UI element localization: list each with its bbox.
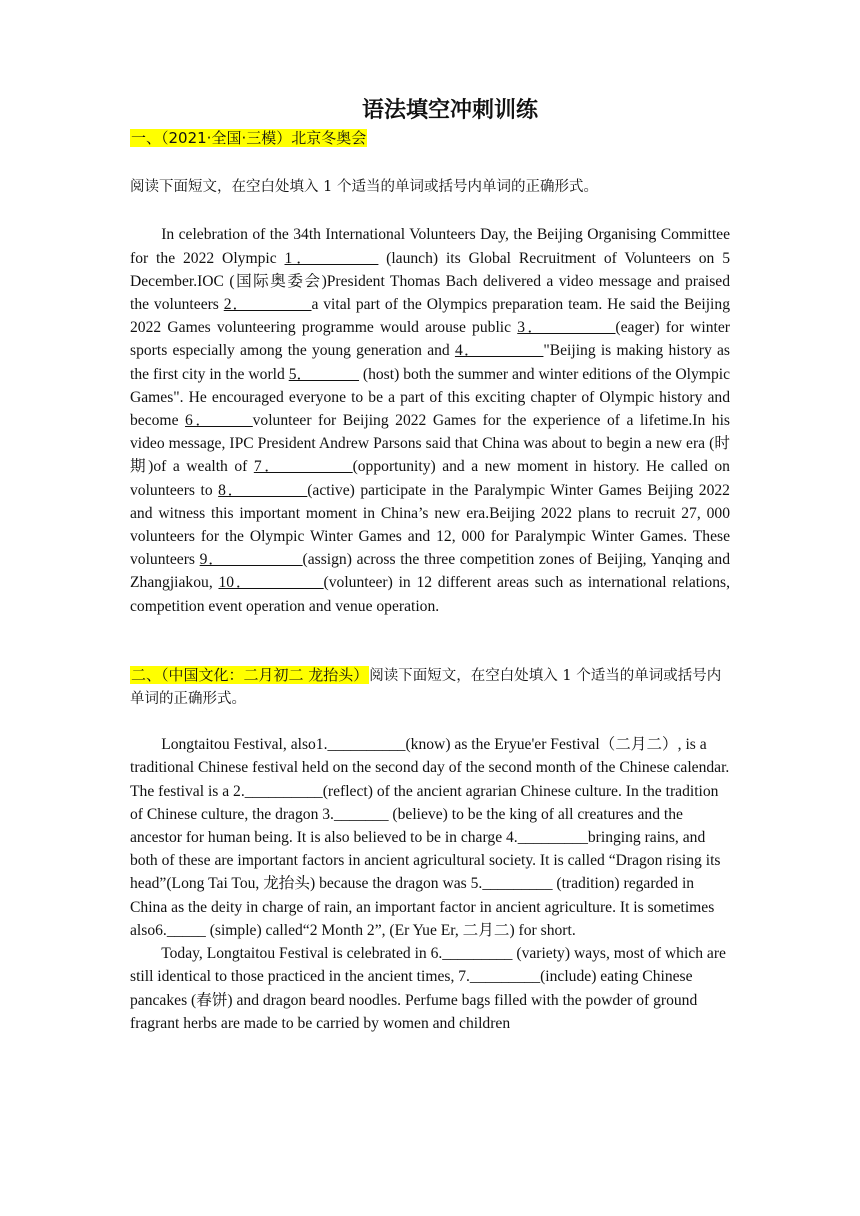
page-title: 语法填空冲刺训练	[361, 98, 538, 123]
answer-blank: 1．________	[284, 249, 379, 267]
section2-passage-1: Longtaitou Festival, also1.__________(know) as the Eryue'er Festival（二月二）, is a traditional Chinese festival held on the second day of the second month of the Chinese calendar. The festival is a 2.__________(reflect) of the ancient agrarian Chinese culture. In the tradition of Chinese culture, the dragon 3._______ (believe) to be the king of all creatures and the ancestor for human being. It is also believed to be in charge 4._________bringing rains, and both of these are important factors in ancient agricultural society. It is called “Dragon rising its head”(Long Tai Tou, 龙抬头) because the dragon was 5._________ (tradition) regarded in China as the deity in charge of rain, an important factor in ancient agriculture. It is sometimes also6._____ (simple) called“2 Month 2”, (Er Yue Er, 二月二) for short.	[130, 736, 730, 939]
section2-passage-2: Today, Longtaitou Festival is celebrated in 6._________ (variety) ways, most of which are still identical to those practiced in the ancient times, 7._________(include) eating Chinese pancakes (春饼) and dragon beard noodles. Perfume bags filled with the powder of ground fragrant herbs are made to be carried by women and children	[130, 945, 726, 1032]
section1-passage	[130, 223, 730, 617]
document-page	[130, 96, 730, 1035]
answer-blank: 7．_________	[253, 458, 353, 476]
passage-text: volunteer for Beijing 2022 Games for the experience of a lifetime.In his video message, IPC President Andrew Parsons said that China was about to begin a new era (时期)of a wealth of	[130, 412, 730, 476]
section2-heading: 二、（中国文化：二月初二 龙抬头）	[131, 665, 369, 684]
passage-text: (volunteer) in 12 different areas such as international relations, competition event operation and venue operation.	[130, 574, 730, 615]
passage-text: (host) both the summer and winter editions of the Olympic Games". He encouraged everyone to be a part of this exciting chapter of Olympic history and become	[130, 365, 730, 430]
answer-blank: 6．_____	[185, 412, 253, 430]
passage-text: In celebration of the 34th International Volunteers Day, the Beijing Organising Committee for the 2022 Olympic	[130, 226, 730, 267]
passage-text: (opportunity) and a new moment in history. He called on volunteers to	[130, 458, 730, 499]
passage-text: a vital part of the Olympics preparation team. He said the Beijing 2022 Games volunteering programme would arouse public	[130, 296, 730, 337]
passage-text: (eager) for winter sports especially among the young generation and	[130, 319, 730, 360]
answer-blank: 3．_________	[517, 319, 616, 337]
answer-blank: 2．________	[223, 296, 312, 314]
answer-blank: 9．__________	[199, 551, 303, 569]
section1-instruction: 阅读下面短文，在空白处填入 1 个适当的单词或括号内单词的正确形式。	[130, 179, 598, 196]
answer-blank: 8．________	[218, 481, 308, 499]
section2-heading-line	[130, 664, 730, 711]
section2-instruction: 阅读下面短文，在空白处填入 1 个适当的单词或括号内单词的正确形式。	[130, 667, 722, 708]
passage-text: "Beijing is making history as the first city in the world	[130, 342, 730, 383]
section1-heading-line	[130, 127, 730, 150]
passage-text: (assign) across the three competition zones of Beijing, Yanqing and Zhangjiakou,	[130, 551, 730, 592]
answer-blank: 5．______	[288, 365, 359, 383]
passage-text: (launch) its Global Recruitment of Volunteers on 5 December.IOC (国际奥委会)President Thomas Bach delivered a video message and praised the volunteers	[130, 249, 730, 314]
passage-text: (active) participate in the Paralympic Winter Games Beijing 2022 and witness this important moment in China’s new era.Beijing 2022 plans to recruit 27, 000 volunteers for the Olympic Winter Games and 12, 000 for Paralympic Winter Games. These volunteers	[130, 481, 730, 569]
section1-heading: 一、（2021·全国·三模）北京冬奥会	[131, 129, 367, 147]
answer-blank: 10．_________	[218, 574, 324, 592]
answer-blank: 4．________	[454, 342, 544, 360]
